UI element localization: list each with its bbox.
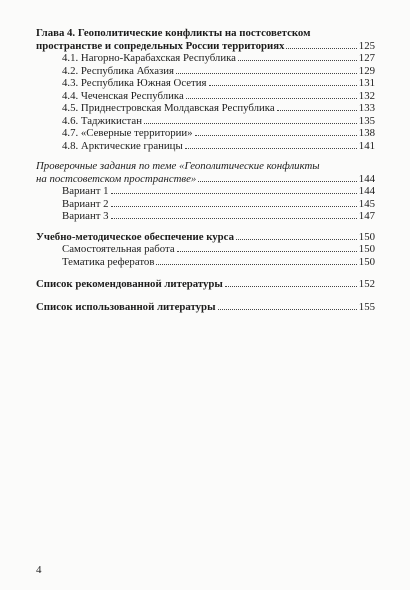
dot-leader (198, 181, 356, 182)
toc-chapter4-heading-line1 (36, 27, 375, 40)
toc-item-4-6[interactable] (36, 115, 375, 128)
toc-variant-3[interactable] (36, 210, 375, 223)
toc-tasks-heading-line1 (36, 160, 375, 173)
toc-item-page: 138 (358, 127, 375, 139)
toc-independent-work[interactable] (36, 243, 375, 256)
toc-item-label: Вариант 1 (62, 185, 109, 197)
dot-leader (177, 251, 357, 252)
toc-variant-1[interactable] (36, 185, 375, 198)
toc-item-page: 127 (358, 52, 375, 64)
toc-essay-topics[interactable] (36, 256, 375, 269)
toc-item-label: 4.5. Приднестровская Молдавская Республика (62, 102, 275, 114)
toc-item-label: 4.8. Арктические границы (62, 139, 183, 152)
dot-leader (111, 206, 357, 207)
toc-item-label: 4.3. Республика Южная Осетия (62, 77, 207, 89)
toc-item-label: Вариант 2 (62, 197, 109, 210)
section-gap (36, 291, 375, 301)
dot-leader (185, 148, 357, 149)
dot-leader (236, 239, 357, 240)
toc-chapter4-page: 125 (358, 39, 375, 52)
toc-tasks-title-part1: Проверочные задания по теме «Геополитические конфликты (36, 160, 320, 172)
dot-leader (218, 309, 357, 310)
toc-used-page: 155 (358, 300, 375, 313)
toc-tasks-title-part2: на постсоветском пространстве» (36, 172, 197, 185)
toc-item-label: 4.7. «Северные территории» (62, 127, 193, 139)
dot-leader (186, 98, 357, 99)
toc-recommended-literature[interactable] (36, 278, 375, 291)
toc-item-page: 147 (358, 210, 375, 222)
dot-leader (111, 193, 357, 194)
toc-item-4-1[interactable] (36, 52, 375, 65)
dot-leader (277, 110, 357, 111)
toc-support-page: 150 (358, 230, 375, 243)
toc-item-page: 135 (358, 114, 375, 127)
toc-item-label: Самостоятельная работа (62, 243, 175, 255)
dot-leader (238, 60, 357, 61)
toc-item-4-4[interactable] (36, 90, 375, 103)
toc-recommended-page: 152 (358, 278, 375, 290)
toc-used-title: Список использованной литературы (36, 300, 216, 313)
toc-item-page: 132 (358, 89, 375, 102)
toc-item-4-2[interactable] (36, 65, 375, 78)
section-gap (36, 268, 375, 278)
section-gap (36, 223, 375, 231)
toc-item-label: 4.1. Нагорно-Карабахская Республика (62, 52, 236, 64)
page-number: 4 (36, 564, 42, 576)
toc-item-page: 150 (358, 243, 375, 255)
section-gap (36, 152, 375, 160)
toc-used-literature[interactable] (36, 301, 375, 314)
toc-item-page: 133 (358, 102, 375, 114)
toc-item-4-3[interactable] (36, 77, 375, 90)
dot-leader (156, 264, 356, 265)
toc-item-page: 141 (358, 139, 375, 152)
toc-variant-2[interactable] (36, 198, 375, 211)
dot-leader (144, 123, 357, 124)
toc-item-label: Вариант 3 (62, 210, 109, 222)
toc-chapter4-heading-line2[interactable] (36, 40, 375, 53)
toc-item-label: 4.6. Таджикистан (62, 114, 142, 127)
toc-item-label: 4.4. Чеченская Республика (62, 89, 184, 102)
dot-leader (195, 135, 357, 136)
table-of-contents (36, 27, 375, 313)
toc-item-page: 129 (358, 64, 375, 77)
toc-item-page: 144 (358, 185, 375, 197)
toc-recommended-title: Список рекомендованной литературы (36, 278, 223, 290)
toc-item-4-7[interactable] (36, 127, 375, 140)
toc-item-label: Тематика рефератов (62, 255, 155, 268)
toc-support-heading[interactable] (36, 231, 375, 244)
toc-item-label: 4.2. Республика Абхазия (62, 64, 174, 77)
dot-leader (209, 85, 357, 86)
toc-item-page: 131 (358, 77, 375, 89)
toc-tasks-heading-line2[interactable] (36, 173, 375, 186)
toc-support-title: Учебно-методическое обеспечение курса (36, 230, 234, 243)
toc-chapter4-title-part1: Глава 4. Геополитические конфликты на постсоветском (36, 27, 311, 39)
toc-chapter4-title-part2: пространстве и сопредельных России территориях (36, 39, 285, 52)
toc-item-page: 145 (358, 197, 375, 210)
dot-leader (225, 286, 357, 287)
toc-item-page: 150 (358, 255, 375, 268)
toc-item-4-8[interactable] (36, 140, 375, 153)
dot-leader (176, 73, 357, 74)
dot-leader (286, 48, 356, 49)
dot-leader (111, 218, 357, 219)
toc-tasks-page: 144 (358, 172, 375, 185)
toc-item-4-5[interactable] (36, 102, 375, 115)
